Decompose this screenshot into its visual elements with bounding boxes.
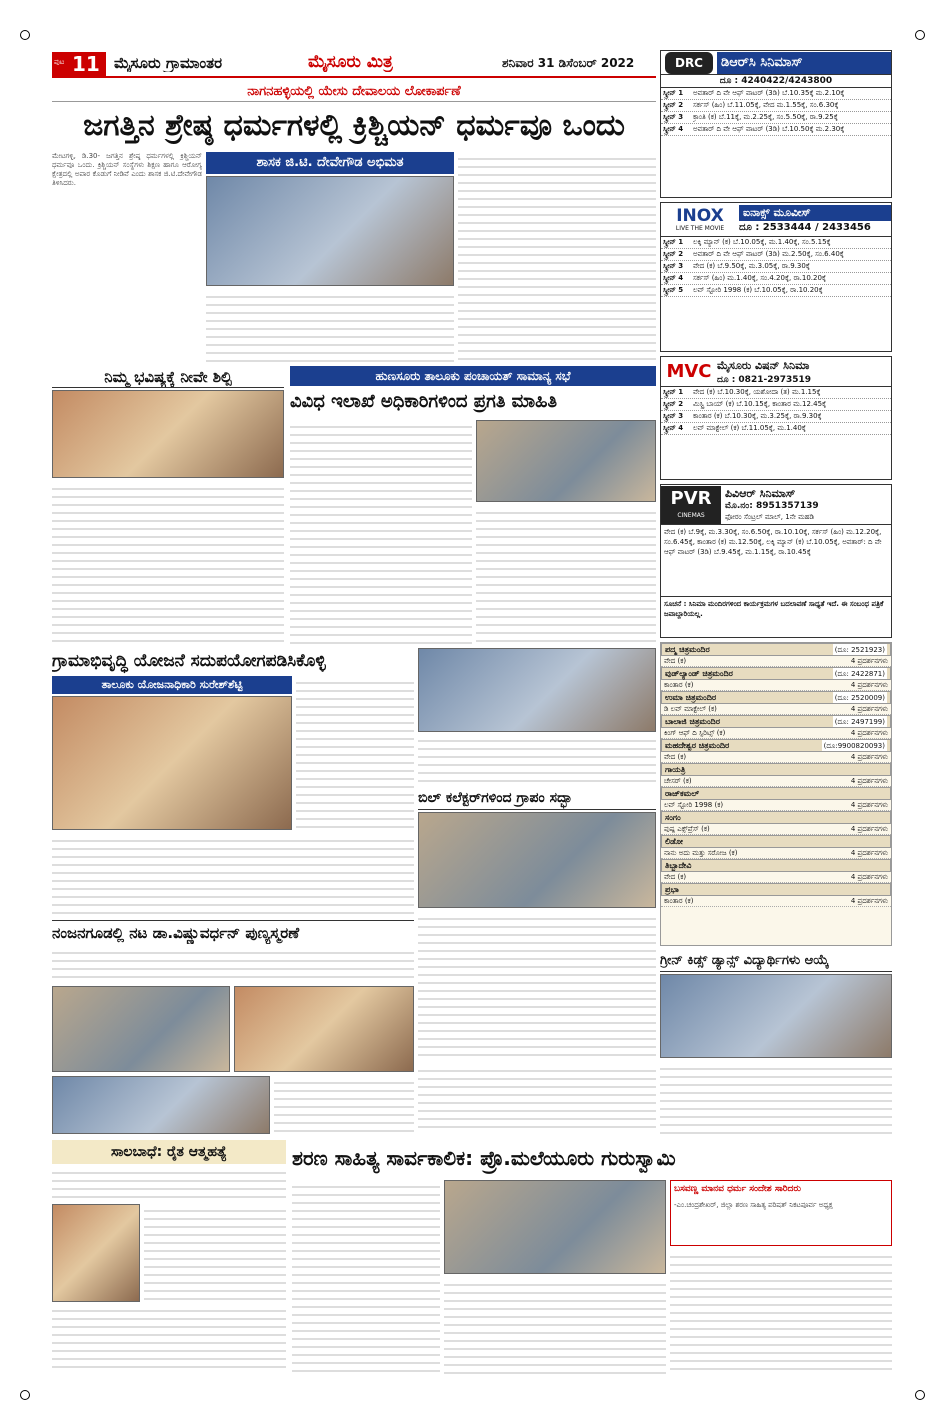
bhavishya-photo <box>52 390 284 478</box>
theatre-shows: 4 ಪ್ರದರ್ಶನಗಳು <box>850 657 888 665</box>
grama-subhead: ತಾಲೂಕು ಯೋಜನಾಧಿಕಾರಿ ಸುರೇಶ್‌ಶೆಟ್ಟಿ <box>52 676 292 694</box>
theatre-movie-row <box>661 776 891 787</box>
movie-showtimes: ಸರ್ಕಸ್ (ಹಿಂ) ಬೆ.11.05ಕ್ಕೆ, ವೇದ ಮ.1.55ಕ್ಕೆ, ಸಂ.6.30ಕ್ಕೆ <box>693 101 839 109</box>
sharana-body-3 <box>670 1250 892 1374</box>
screen-label: ಸ್ಕ್ರೀನ್ 2 <box>663 400 684 408</box>
vishnu-caption <box>274 1076 414 1134</box>
drc-showtimes <box>661 88 891 136</box>
drc-name: ಡಿಆರ್‌ಸಿ ಸಿನಿಮಾಸ್ <box>717 52 891 74</box>
lead-headline: ಜಗತ್ತಿನ ಶ್ರೇಷ್ಠ ಧರ್ಮಗಳಲ್ಲಿ ಕ್ರಿಶ್ಚಿಯನ್ ಧರ್ಮವೂ ಒಂದು <box>83 108 625 143</box>
theatre-shows: 4 ಪ್ರದರ್ಶನಗಳು <box>850 753 888 761</box>
sala-body-side <box>144 1204 286 1302</box>
sala-headline: ಸಾಲಬಾಧೆ: ರೈತ ಆತ್ಮಹತ್ಯೆ <box>52 1140 286 1164</box>
registration-mark <box>915 1390 925 1400</box>
page-header <box>52 50 656 78</box>
mvc-logo: MVC <box>666 361 712 382</box>
middle-column-text <box>418 1064 656 1134</box>
showtime-row <box>661 112 891 124</box>
seminar-caption <box>418 734 656 784</box>
mvc-cinema-box <box>660 356 892 480</box>
seminar-photo <box>418 648 656 732</box>
theatre-phone: (ದೂ: 2497199) <box>834 718 885 726</box>
showtime-row <box>661 124 891 136</box>
theatre-shows: 4 ಪ್ರದರ್ಶನಗಳು <box>850 897 888 905</box>
showtime-row <box>661 399 891 411</box>
theatre-movie: ಪುಷ್ಪ ಎಕ್ಸ್‌ಪ್ರೆಸ್ (ಕ) <box>664 825 710 833</box>
pvr-showtimes: ವೇದ (ಕ) ಬೆ.9ಕ್ಕೆ, ಮ.3.30ಕ್ಕೆ, ಸಂ.6.50ಕ್ಕೆ, ರಾ.10.10ಕ್ಕೆ, ಸರ್ಕಸ್ (ಹಿಂ) ಮ.12.20ಕ್ಕೆ, ಸಂ.6.45ಕ್ಕೆ, ಕಾಂತಾರ (ಕ) ಮ.12.50ಕ್ಕೆ, ಲಕ್ಕಿ ಮ್ಯಾನ್ (ಕ) ಬೆ.10.05ಕ್ಕೆ, ಅವತಾರ್: ದಿ ವೇ ಆಫ್ ವಾಟರ್ (3ಡಿ) ಬೆ.9.45ಕ್ಕೆ, ಮ.1.15ಕ್ಕೆ, ರಾ.10.45ಕ್ಕೆ <box>661 525 891 597</box>
theatre-name: ವುಡ್‌ಲ್ಯಾಂಡ್ ಚಿತ್ರಮಂದಿರ <box>665 669 733 678</box>
movie-showtimes: ಕ್ರಾಂತಿ (ಕ) ಬೆ.11ಕ್ಕೆ, ಮ.2.25ಕ್ಕೆ, ಸಂ.5.50ಕ್ಕೆ, ರಾ.9.25ಕ್ಕೆ <box>693 113 838 121</box>
theatre-movie: ವೇದ (ಕ) <box>664 657 687 665</box>
hunsur-photo <box>476 420 656 502</box>
theatre-header <box>661 859 891 872</box>
theatre-name: ಪದ್ಮ ಚಿತ್ರಮಂದಿರ <box>665 645 710 654</box>
screen-label: ಸ್ಕ್ರೀನ್ 2 <box>663 101 684 109</box>
inox-phone: ದೂ : 2533444 / 2433456 <box>739 221 871 233</box>
page-number: 11 <box>72 52 100 76</box>
theatre-header <box>661 643 891 656</box>
sala-photo <box>52 1204 140 1302</box>
bhavishya-headline: ನಿಮ್ಮ ಭವಿಷ್ಯಕ್ಕೆ ನೀವೇ ಶಿಲ್ಪಿ <box>52 366 284 388</box>
sala-body-bottom <box>52 1304 286 1374</box>
theatre-movie-row <box>661 872 891 883</box>
showtime-row <box>661 100 891 112</box>
hunsur-headline: ವಿವಿಧ ಇಲಾಖೆ ಅಧಿಕಾರಿಗಳಿಂದ ಪ್ರಗತಿ ಮಾಹಿತಿ <box>290 391 558 412</box>
drc-logo: DRC <box>665 52 713 74</box>
screen-label: ಸ್ಕ್ರೀನ್ 1 <box>663 238 684 246</box>
sharana-headline: ಶರಣ ಸಾಹಿತ್ಯ ಸಾರ್ವಕಾಲಿಕ: ಪ್ರೊ.ಮಲೆಯೂರು ಗುರುಸ್ವಾಮಿ <box>292 1146 676 1170</box>
movie-showtimes: ವೇದ (ಕ) ಬೆ.10.30ಕ್ಕೆ, ಯಶೋದಾ (ತ) ಮ.1.15ಕ್ಕೆ <box>693 388 821 396</box>
movie-showtimes: ಕಾಂತಾರ (ಕ) ಬೆ.10.30ಕ್ಕೆ, ಮ.3.25ಕ್ಕೆ, ರಾ.9.30ಕ್ಕೆ <box>693 412 822 420</box>
showtime-row <box>661 273 891 285</box>
theatre-name: ತಿಬ್ಬಾದೇವಿ <box>665 861 692 870</box>
theatre-header <box>661 667 891 680</box>
bill-headline: ಬಿಲ್ ಕಲೆಕ್ಟರ್‌ಗಳಿಂದ ಗ್ರಾಪಂ ಸದ್ಭಾ <box>418 786 656 810</box>
movie-showtimes: ಸರ್ಕಸ್ (ಹಿಂ) ಮ.1.40ಕ್ಕೆ, ಸಂ.4.20ಕ್ಕೆ, ರಾ.10.20ಕ್ಕೆ <box>693 274 827 282</box>
theatre-name: ಬಾಲಾಜಿ ಚಿತ್ರಮಂದಿರ <box>665 717 720 726</box>
showtime-row <box>661 285 891 297</box>
movie-showtimes: ಮಿಸ್ಟ್ರಿ ಬಾಯ್ (ಕ) ಬೆ.10.15ಕ್ಕೆ, ಕಾಂತಾರ ಮ.12.45ಕ್ಕೆ <box>693 400 827 408</box>
theatre-name: ರಾಜ್‌ಕಮಲ್ <box>665 789 700 798</box>
screen-label: ಸ್ಕ್ರೀನ್ 4 <box>663 424 684 432</box>
theatre-phone: (ದೂ:9900820093) <box>823 742 885 750</box>
theatre-movie: ವೇದ (ಕ) <box>664 873 687 881</box>
inox-tagline: LIVE THE MOVIE <box>675 224 725 232</box>
screen-label: ಸ್ಕ್ರೀನ್ 5 <box>663 286 684 294</box>
theatre-movie-row <box>661 680 891 691</box>
page-number-badge <box>52 52 106 76</box>
sala-body-top <box>52 1166 286 1202</box>
theatre-movie: ವೇದ (ಕ) <box>664 753 687 761</box>
theatre-movie-row <box>661 656 891 667</box>
page-label: ಪುಟ <box>54 58 65 66</box>
showtime-row <box>661 237 891 249</box>
theatre-movie: ಕಾಂತಾರ (ಕ) <box>664 897 694 905</box>
theatre-movie: ಲವ್ ಸ್ಟೋರಿ 1998 (ಕ) <box>664 801 724 809</box>
theatre-name: ಮಹದೇಶ್ವರ ಚಿತ್ರಮಂದಿರ <box>665 741 730 750</box>
sharana-photo-1 <box>444 1180 666 1274</box>
movie-showtimes: ಅವತಾರ್ ದಿ ವೇ ಆಫ್ ವಾಟರ್ (3ಡಿ) ಬೆ.10.50ಕ್ಕೆ ಮ.2.30ಕ್ಕೆ <box>693 125 845 133</box>
hunsur-body-left <box>290 420 472 644</box>
theatre-movie-row <box>661 728 891 739</box>
theatre-movie-row <box>661 704 891 715</box>
theatre-shows: 4 ಪ್ರದರ್ಶನಗಳು <box>850 801 888 809</box>
movie-showtimes: ಅವತಾರ್ ದಿ ವೇ ಆಫ್ ವಾಟರ್ (3ಡಿ) ಬೆ.10.35ಕ್ಕೆ ಮ.2.10ಕ್ಕೆ <box>693 89 845 97</box>
theatre-name: ಲಿಡೋ <box>665 837 683 846</box>
showtime-row <box>661 387 891 399</box>
theatre-shows: 4 ಪ್ರದರ್ಶನಗಳು <box>850 849 888 857</box>
theatre-header <box>661 787 891 800</box>
theatre-shows: 4 ಪ್ರದರ್ಶನಗಳು <box>850 873 888 881</box>
screen-label: ಸ್ಕ್ರೀನ್ 3 <box>663 113 684 121</box>
grama-body-bottom <box>52 834 414 918</box>
paper-name: ಮೈಸೂರು ಮಿತ್ರ <box>308 52 393 72</box>
showtime-row <box>661 411 891 423</box>
theatre-movie: ಡಿ ಲವ್ ಮಾಕ್ಟೇಲ್ (ಕ) <box>664 705 717 713</box>
quote-box <box>670 1180 892 1246</box>
pvr-address: ಫೋರಂ ಸೆಂಟ್ರಲ್ ಮಾಲ್, 1ನೇ ಮಹಡಿ <box>725 513 815 521</box>
inox-cinema-box <box>660 202 892 352</box>
theatre-movie-row <box>661 824 891 835</box>
theatre-name: ಪ್ರಭಾ <box>665 885 679 894</box>
pvr-phone: ಮೊ.ನಂ: 8951357139 <box>725 501 819 511</box>
lead-photo <box>206 176 454 286</box>
screen-label: ಸ್ಕ್ರೀನ್ 2 <box>663 250 684 258</box>
pvr-cinema-box <box>660 484 892 638</box>
mvc-name: ಮೈಸೂರು ವಿಷನ್ ಸಿನಿಮಾ <box>717 358 810 372</box>
registration-mark <box>20 30 30 40</box>
theatre-phone: (ದೂ: 2520009) <box>834 694 885 702</box>
movie-showtimes: ಅವತಾರ್ ದಿ ವೇ ಆಫ್ ವಾಟರ್ (3ಡಿ) ಮ.2.50ಕ್ಕೆ, ಸಂ.6.40ಕ್ಕೆ <box>693 250 844 258</box>
grama-body-side <box>296 676 414 830</box>
lead-subhead: ಶಾಸಕ ಜಿ.ಟಿ. ದೇವೇಗೌಡ ಅಭಿಮತ <box>206 152 454 174</box>
theatre-shows: 4 ಪ್ರದರ್ಶನಗಳು <box>850 825 888 833</box>
bhavishya-body <box>52 482 284 644</box>
vishnu-photo-2 <box>234 986 414 1072</box>
quote-attribution: -ಎಂ.ಚಂದ್ರಶೇಖರ್, ಜಿಲ್ಲಾ ಶರಣ ಸಾಹಿತ್ಯ ಪರಿಷತ್ ನಿಕಟಪೂರ್ವ ಅಧ್ಯಕ್ಷ <box>674 1201 833 1209</box>
lead-kicker: ನಾಗನಹಳ್ಳಿಯಲ್ಲಿ ಯೇಸು ದೇವಾಲಯ ಲೋಕಾರ್ಪಣೆ <box>52 82 656 102</box>
pvr-note: ಸೂಚನೆ : ಸಿನಿಮಾ ಮಂದಿರಗಳಿಂದ ಕಾರ್ಯಕ್ರಮಗಳ ಬದಲಾವಣೆ ಸಾಧ್ಯತೆ ಇದೆ. ಈ ಸಂಬಂಧ ಪತ್ರಿಕೆ ಜವಾಬ್ದಾರಿಯಲ್ಲ. <box>664 600 884 618</box>
inox-name: ಐನಾಕ್ಸ್ ಮೂವೀಸ್ <box>739 205 891 221</box>
vishnu-photo-3 <box>52 1076 270 1134</box>
pvr-name: ಪಿವಿಆರ್ ಸಿನಿಮಾಸ್ <box>725 487 796 500</box>
movie-showtimes: ಲವ್ ಸ್ಟೋರಿ 1998 (ಕ) ಬೆ.10.05ಕ್ಕೆ, ರಾ.10.20ಕ್ಕೆ <box>693 286 823 294</box>
pvr-logo: PVR <box>670 487 712 509</box>
issue-date: ಶನಿವಾರ 31 ಡಿಸೆಂಬರ್ 2022 <box>502 56 635 70</box>
screen-label: ಸ್ಕ್ರೀನ್ 4 <box>663 274 684 282</box>
inox-logo: INOX <box>676 205 724 226</box>
registration-mark <box>20 1390 30 1400</box>
lead-body-left <box>52 152 202 362</box>
vishnu-body <box>52 946 414 984</box>
theatre-name: ಉಮಾ ಚಿತ್ರಮಂದಿರ <box>665 693 717 702</box>
theatre-name: ಗಾಯತ್ರಿ <box>665 765 686 774</box>
movie-showtimes: ಲಕ್ಕಿ ಮ್ಯಾನ್ (ಕ) ಬೆ.10.05ಕ್ಕೆ, ಮ.1.40ಕ್ಕೆ, ಸಂ.5.15ಕ್ಕೆ <box>693 238 831 246</box>
screen-label: ಸ್ಕ್ರೀನ್ 3 <box>663 412 684 420</box>
green-kids-body <box>660 1062 892 1134</box>
drc-phone: ದೂ : 4240422/4243800 <box>661 75 891 88</box>
drc-cinema-box <box>660 50 892 198</box>
green-kids-headline: ಗ್ರೀನ್ ಕಿಡ್ಸ್ ಡ್ಯಾನ್ಸ್ ವಿದ್ಯಾರ್ಥಿಗಳು ಆಯ್ಕೆ <box>660 950 892 972</box>
sharana-body-1 <box>292 1180 440 1374</box>
theatre-header <box>661 763 891 776</box>
showtime-row <box>661 261 891 273</box>
section-title: ಮೈಸೂರು ಗ್ರಾಮಾಂತರ <box>114 54 223 72</box>
theatre-movie-row <box>661 896 891 907</box>
theatre-list <box>660 642 892 946</box>
theatre-header <box>661 883 891 896</box>
showtime-row <box>661 249 891 261</box>
screen-label: ಸ್ಕ್ರೀನ್ 1 <box>663 89 684 97</box>
lead-body-mid <box>206 290 454 362</box>
mvc-showtimes <box>661 387 891 435</box>
theatre-header <box>661 811 891 824</box>
screen-label: ಸ್ಕ್ರೀನ್ 3 <box>663 262 684 270</box>
showtime-row <box>661 88 891 100</box>
screen-label: ಸ್ಕ್ರೀನ್ 4 <box>663 125 684 133</box>
grama-headline: ಗ್ರಾಮಾಭಿವೃದ್ಧಿ ಯೋಜನೆ ಸದುಪಯೋಗಪಡಿಸಿಕೊಳ್ಳಿ <box>52 651 326 671</box>
theatre-movie: ಕಾಂತಾರ (ಕ) <box>664 681 694 689</box>
theatre-header <box>661 715 891 728</box>
inox-showtimes <box>661 237 891 297</box>
theatre-name: ಸಂಗಂ <box>665 813 681 822</box>
movie-showtimes: ವೇದ (ಕ) ಬೆ.9.50ಕ್ಕೆ, ಮ.3.05ಕ್ಕೆ, ರಾ.9.30ಕ್ಕೆ <box>693 262 810 270</box>
showtime-row <box>661 423 891 435</box>
theatre-shows: 4 ಪ್ರದರ್ಶನಗಳು <box>850 777 888 785</box>
theatre-header <box>661 835 891 848</box>
theatre-phone: (ದೂ: 2521923) <box>834 646 885 654</box>
bill-photo <box>418 812 656 908</box>
movie-showtimes: ಲವ್ ಮಾಕ್ಟೇಲ್ (ಕ) ಬೆ.11.05ಕ್ಕೆ, ಮ.1.40ಕ್ಕೆ <box>693 424 806 432</box>
theatre-movie-row <box>661 752 891 763</box>
mvc-phone: ದೂ : 0821-2973519 <box>717 374 812 385</box>
vishnu-photo-1 <box>52 986 230 1072</box>
theatre-movie-row <box>661 848 891 859</box>
theatre-shows: 4 ಪ್ರದರ್ಶನಗಳು <box>850 705 888 713</box>
theatre-phone: (ದೂ: 2422871) <box>834 670 885 678</box>
theatre-movie: ನಾನು ಅದು ಮತ್ತು ಸರೋಜ (ಕ) <box>664 849 738 857</box>
green-kids-photo <box>660 974 892 1058</box>
theatre-shows: 4 ಪ್ರದರ್ಶನಗಳು <box>850 729 888 737</box>
hunsur-kicker: ಹುಣಸೂರು ತಾಲೂಕು ಪಂಚಾಯತ್ ಸಾಮಾನ್ಯ ಸಭೆ <box>290 366 656 386</box>
grama-photo <box>52 696 292 830</box>
theatre-header <box>661 739 891 752</box>
theatre-movie: ಚೇಸರ್ (ಕ) <box>664 777 692 785</box>
screen-label: ಸ್ಕ್ರೀನ್ 1 <box>663 388 684 396</box>
lead-dateline: ಮೇಟಗಳ್ಳಿ, ಡಿ.30- ಜಗತ್ತಿನ ಶ್ರೇಷ್ಠ ಧರ್ಮಗಳಲ್ಲಿ ಕ್ರಿಶ್ಚಿಯನ್ ಧರ್ಮವೂ ಒಂದು. ಕ್ರಿಶ್ಚಿಯನ್ ಸಂಸ್ಥೆಗಳು ಶಿಕ್ಷಣ ಹಾಗೂ ಆರೋಗ್ಯ ಕ್ಷೇತ್ರದಲ್ಲಿ ಅಪಾರ ಕೊಡುಗೆ ನೀಡಿವೆ ಎಂದು ಶಾಸಕ ಜಿ.ಟಿ.ದೇವೇಗೌಡ ತಿಳಿಸಿದರು. <box>52 152 202 187</box>
theatre-shows: 4 ಪ್ರದರ್ಶನಗಳು <box>850 681 888 689</box>
bill-body <box>418 912 656 1062</box>
pvr-tagline: CINEMAS <box>677 511 705 519</box>
lead-body-right <box>458 152 656 362</box>
theatre-movie-row <box>661 800 891 811</box>
quote-text: ಬಸವಣ್ಣ ಮಾನವ ಧರ್ಮ ಸಂದೇಶ ಸಾರಿದರು <box>674 1184 801 1194</box>
registration-mark <box>915 30 925 40</box>
theatre-movie: ಕಿಂಗ್ ಆಫ್ ದಿ ಸ್ಪಿರಿಟ್ಸ್ (ಕ) <box>664 729 726 737</box>
theatre-header <box>661 691 891 704</box>
vishnu-headline: ನಂಜನಗೂಡಲ್ಲಿ ನಟ ಡಾ.ವಿಷ್ಣುವರ್ಧನ್ ಪುಣ್ಯಸ್ಮರಣೆ <box>52 920 414 944</box>
hunsur-body-right <box>476 506 656 644</box>
sharana-body-2 <box>444 1278 666 1374</box>
